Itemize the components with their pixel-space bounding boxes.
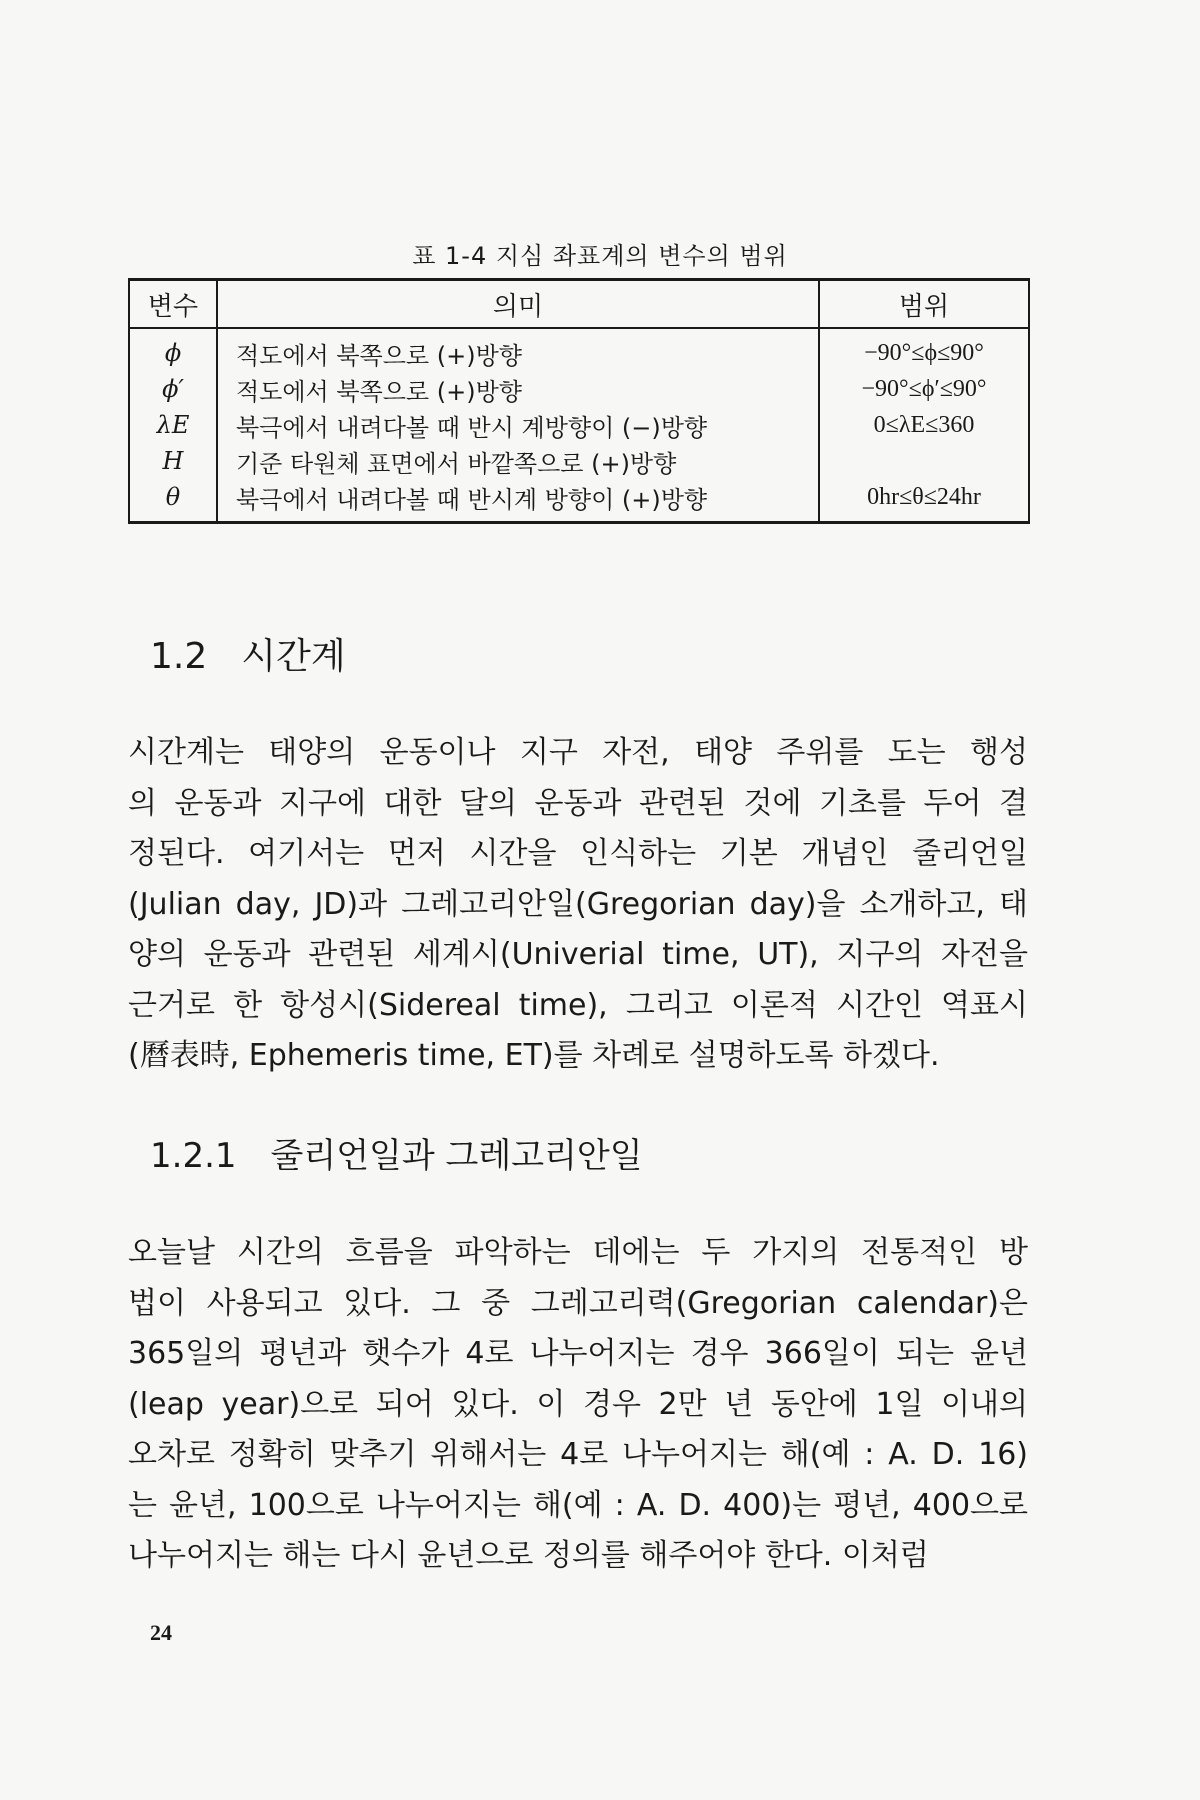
paragraph-line: (leap year)으로 되어 있다. 이 경우 2만 년 동안에 1일 이내의 bbox=[128, 1386, 1028, 1422]
paragraph-line: 정된다. 여기서는 먼저 시간을 인식하는 기본 개념인 줄리언일 bbox=[128, 836, 1028, 871]
paragraph-line: 오차로 정확히 맞추기 위해서는 4로 나누어지는 해(예 : A. D. 16) bbox=[128, 1437, 1028, 1472]
table-row bbox=[129, 371, 1029, 407]
row-range: 0hr≤θ≤24hr bbox=[819, 479, 1029, 523]
paragraph-line: 오늘날 시간의 흐름을 파악하는 데에는 두 가지의 전통적인 방 bbox=[128, 1235, 1028, 1270]
paragraph-line: 양의 운동과 관련된 세계시(Univerial time, UT), 지구의 자전을 bbox=[128, 937, 1028, 972]
row-range bbox=[819, 443, 1029, 479]
row-symbol: θ bbox=[129, 479, 217, 523]
page-number: 24 bbox=[150, 1620, 172, 1645]
paragraph-line: 는 윤년, 100으로 나누어지는 해(예 : A. D. 400)는 평년, 400으로 bbox=[128, 1487, 1028, 1523]
row-symbol: ϕ bbox=[129, 328, 217, 371]
header-variable: 변수 bbox=[129, 280, 217, 329]
paragraph-line: 365일의 평년과 햇수가 4로 나누어지는 경우 366일이 되는 윤년 bbox=[128, 1336, 1028, 1371]
section-heading bbox=[150, 628, 346, 679]
paragraph-line: 시간계는 태양의 운동이나 지구 자전, 태양 주위를 도는 행성 bbox=[128, 735, 1028, 770]
table-row bbox=[129, 407, 1029, 443]
table-caption: 표 1-4 지심 좌표계의 변수의 범위 bbox=[412, 242, 788, 270]
header-meaning: 의미 bbox=[217, 280, 819, 329]
section-number: 1.2 bbox=[150, 636, 208, 677]
row-range: −90°≤ϕ≤90° bbox=[819, 328, 1029, 371]
table-header-row bbox=[129, 280, 1029, 329]
section-title: 시간계 bbox=[241, 636, 346, 677]
row-meaning: 북극에서 내려다볼 때 반시 계방향이 (−)방향 bbox=[217, 407, 819, 443]
row-meaning: 북극에서 내려다볼 때 반시계 방향이 (+)방향 bbox=[217, 479, 819, 523]
row-symbol: H bbox=[129, 443, 217, 479]
subsection-title: 줄리언일과 그레고리안일 bbox=[270, 1136, 643, 1176]
paragraph-line: (Julian day, JD)과 그레고리안일(Gregorian day)을 소개하고, 태 bbox=[128, 886, 1028, 922]
table-row bbox=[129, 479, 1029, 523]
paragraph-line: 나누어지는 해는 다시 윤년으로 정의를 해주어야 한다. 이처럼 bbox=[128, 1538, 929, 1573]
row-meaning: 적도에서 북쪽으로 (+)방향 bbox=[217, 371, 819, 407]
row-symbol: λE bbox=[129, 407, 217, 443]
row-range: 0≤λE≤360 bbox=[819, 407, 1029, 443]
paragraph-calendars bbox=[128, 1228, 1028, 1582]
table-row bbox=[129, 443, 1029, 479]
paragraph-line: (曆表時, Ephemeris time, ET)를 차례로 설명하도록 하겠다. bbox=[128, 1038, 940, 1073]
row-range: −90°≤ϕ′≤90° bbox=[819, 371, 1029, 407]
paragraph-timescales bbox=[128, 728, 1028, 1082]
subsection-heading bbox=[150, 1128, 643, 1177]
coordinate-variable-table bbox=[128, 278, 1030, 524]
table-row bbox=[129, 328, 1029, 371]
paragraph-line: 법이 사용되고 있다. 그 중 그레고리력(Gregorian calendar)은 bbox=[128, 1285, 1028, 1321]
row-symbol: ϕ′ bbox=[129, 371, 217, 407]
paragraph-line: 근거로 한 항성시(Sidereal time), 그리고 이론적 시간인 역표시 bbox=[128, 987, 1028, 1023]
paragraph-line: 의 운동과 지구에 대한 달의 운동과 관련된 것에 기초를 두어 결 bbox=[128, 785, 1028, 821]
subsection-number: 1.2.1 bbox=[150, 1136, 237, 1176]
header-range: 범위 bbox=[819, 280, 1029, 329]
row-meaning: 적도에서 북쪽으로 (+)방향 bbox=[217, 328, 819, 371]
row-meaning: 기준 타원체 표면에서 바깥쪽으로 (+)방향 bbox=[217, 443, 819, 479]
